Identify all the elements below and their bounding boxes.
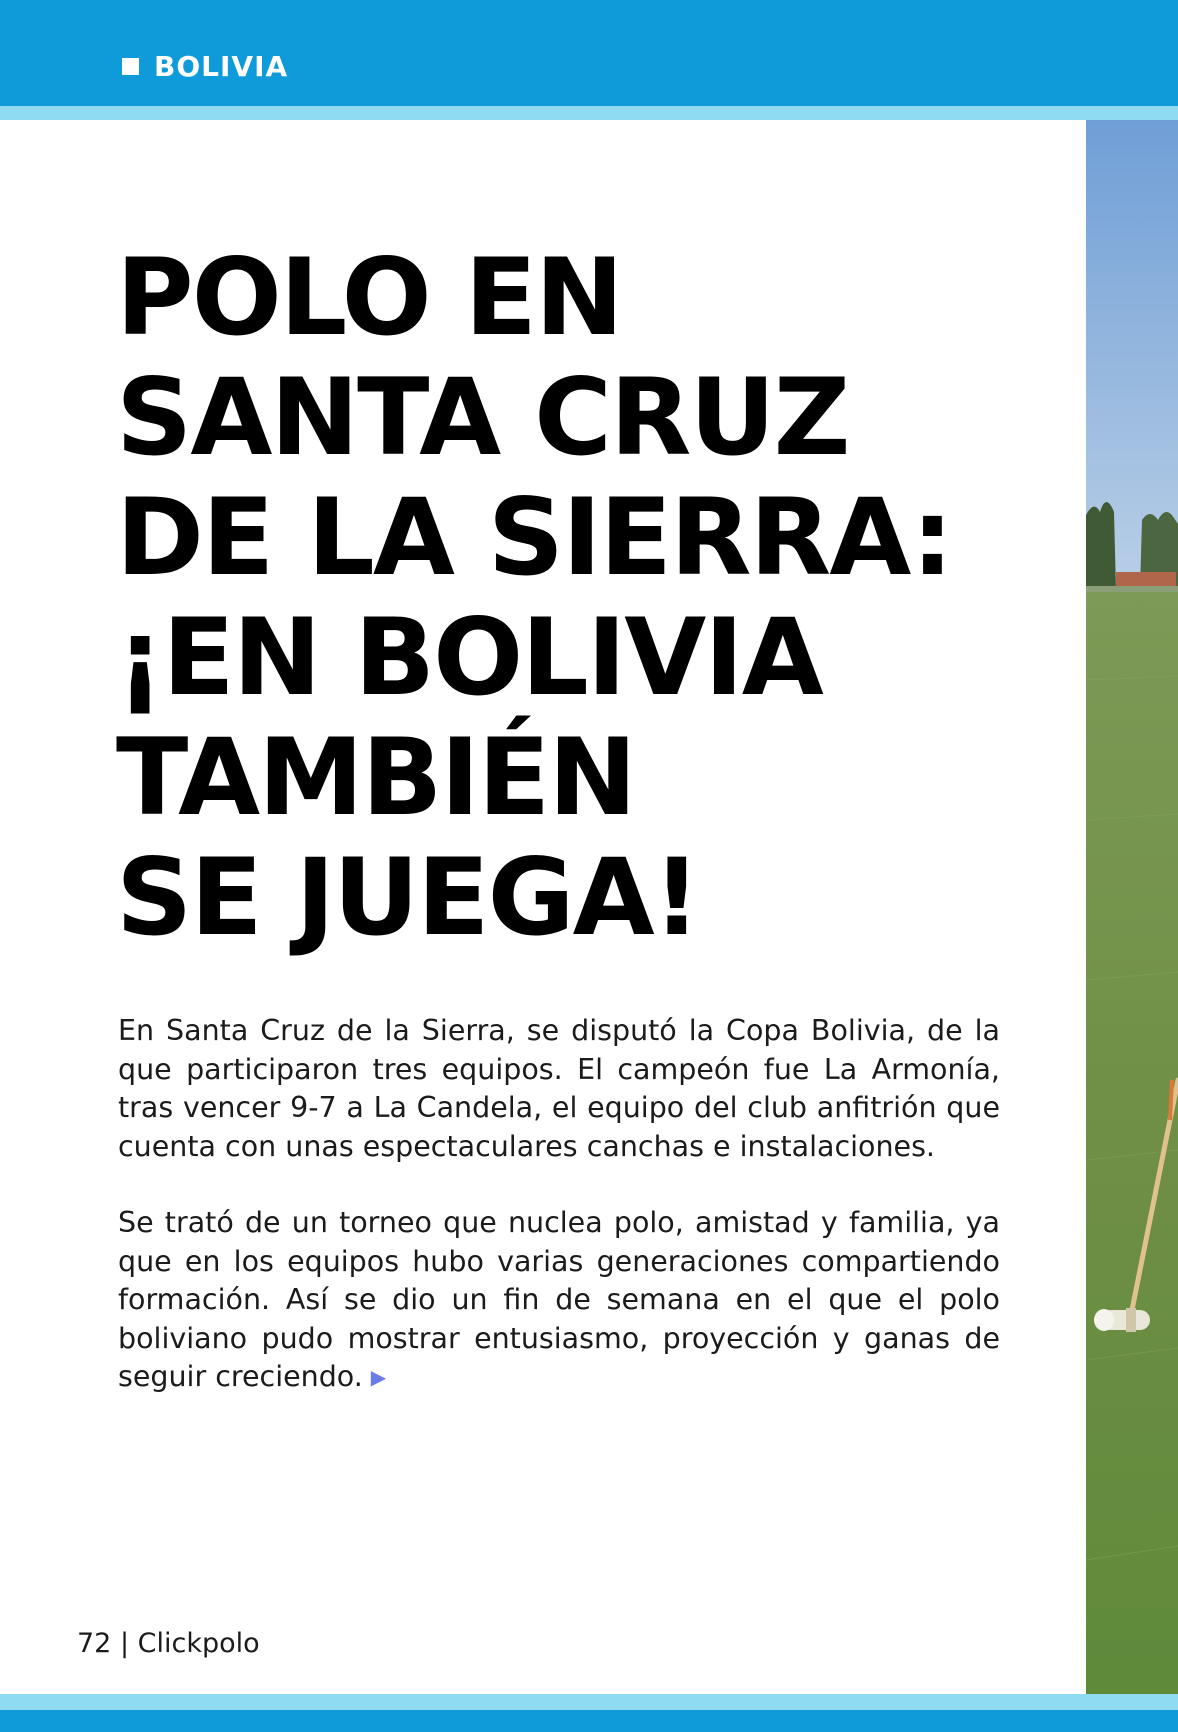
- magazine-name: Clickpolo: [137, 1628, 260, 1659]
- footer-stripe: [0, 1694, 1178, 1710]
- article-headline: [116, 238, 1026, 958]
- article-paragraph: [118, 1012, 1000, 1166]
- headline-line: SANTA CRUZ: [116, 356, 849, 479]
- paragraph-text: Se trató de un torneo que nuclea polo, amistad y familia, ya que en los equipos hubo varias generaciones compartiendo formación. Así se dio un fin de semana en el que el polo boliviano pudo mostrar entusiasmo, proyección y ganas de seguir creciendo.: [118, 1206, 1000, 1393]
- article-body: [118, 1012, 1000, 1435]
- section-label: [122, 50, 288, 83]
- header-stripe: [0, 106, 1178, 120]
- page-number: 72: [77, 1628, 112, 1659]
- footer-separator: |: [119, 1628, 130, 1659]
- square-bullet-icon: [122, 58, 139, 75]
- end-triangle-icon: ▶: [370, 1365, 387, 1389]
- footer-band: [0, 1710, 1178, 1732]
- polo-field-photo: [1086, 120, 1178, 1694]
- page-footer: [77, 1628, 260, 1659]
- section-title: BOLIVIA: [154, 50, 289, 83]
- headline-line: TAMBIÉN: [116, 716, 635, 839]
- headline-line: POLO EN: [116, 236, 622, 359]
- headline-line: SE JUEGA!: [116, 836, 699, 959]
- headline-line: DE LA SIERRA:: [116, 476, 952, 599]
- paragraph-text: En Santa Cruz de la Sierra, se disputó la Copa Bolivia, de la que participaron tres equipos. El campeón fue La Armonía, tras vencer 9-7 a La Candela, el equipo del club anfitrión que cuenta con unas espectaculares canchas e instalaciones.: [118, 1014, 1000, 1163]
- headline-line: ¡EN BOLIVIA: [116, 596, 822, 719]
- article-paragraph: [118, 1204, 1000, 1397]
